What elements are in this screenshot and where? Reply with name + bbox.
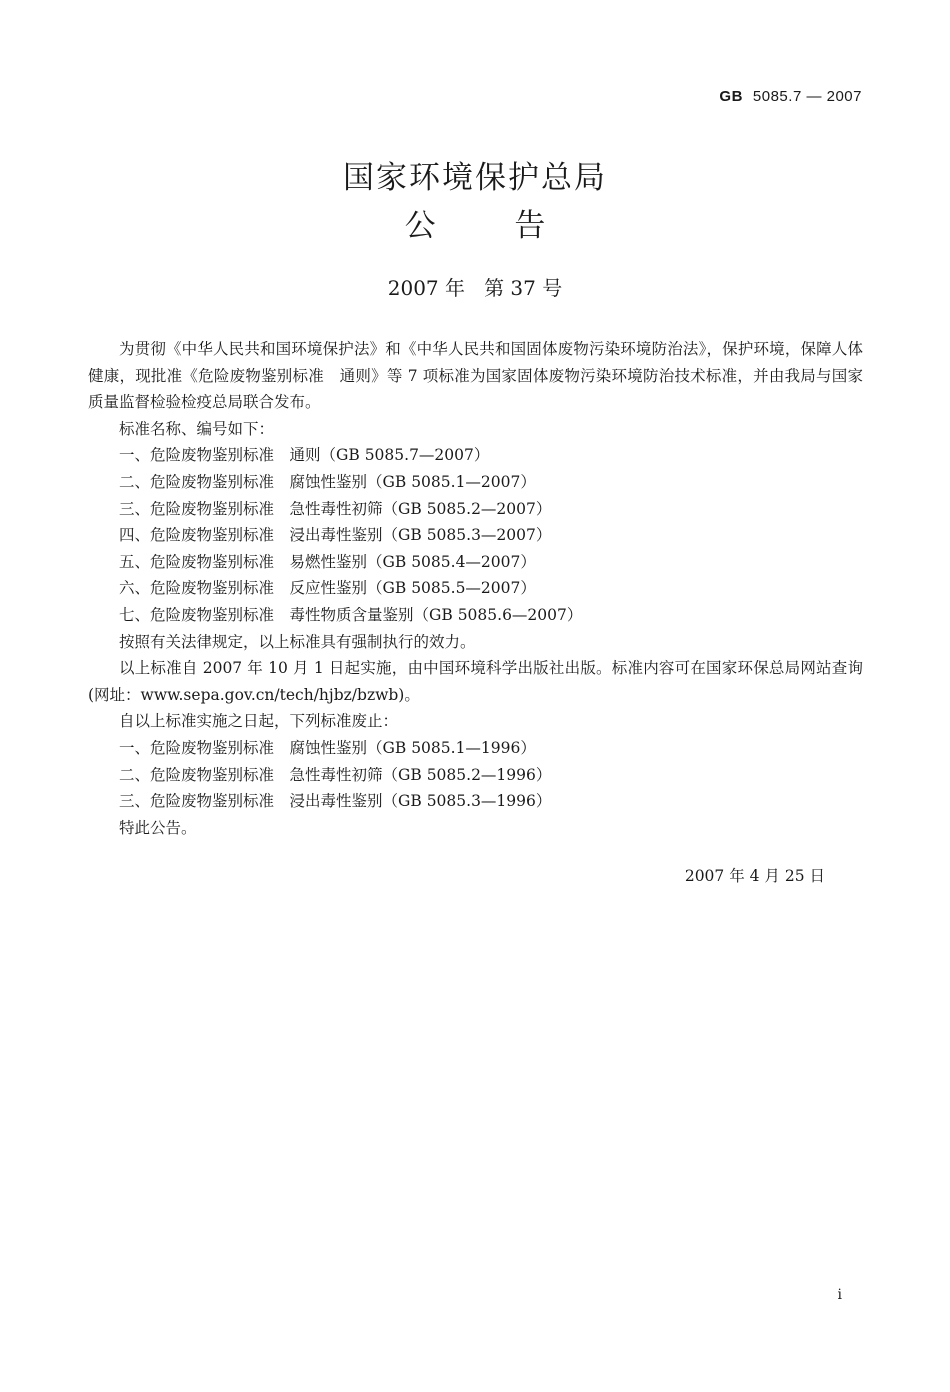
standard-item: 二、危险废物鉴别标准 腐蚀性鉴别（GB 5085.1—2007） <box>119 472 536 491</box>
closing-line: 特此公告。 <box>119 818 197 837</box>
standard-item: 六、危险废物鉴别标准 反应性鉴别（GB 5085.5—2007） <box>119 579 536 598</box>
abolished-item: 一、危险废物鉴别标准 腐蚀性鉴别（GB 5085.1—1996） <box>119 738 536 757</box>
standards-list-intro: 标准名称、编号如下： <box>119 419 275 438</box>
implementation-paragraph: 以上标准自 2007 年 10 月 1 日起实施，由中国环境科学出版社出版。标准内容可在国家环保总局网站查询(网址：www.sepa.gov.cn/tech/hjbz/bzwb)。 <box>88 659 863 704</box>
standard-item: 一、危险废物鉴别标准 通则（GB 5085.7—2007） <box>119 446 490 465</box>
standard-item: 七、危险废物鉴别标准 毒性物质含量鉴别（GB 5085.6—2007） <box>119 605 583 624</box>
enforcement-paragraph: 按照有关法律规定，以上标准具有强制执行的效力。 <box>119 632 476 651</box>
abolished-item: 二、危险废物鉴别标准 急性毒性初筛（GB 5085.2—1996） <box>119 765 552 784</box>
standard-item: 四、危险废物鉴别标准 浸出毒性鉴别（GB 5085.3—2007） <box>119 526 552 545</box>
abolished-item: 三、危险废物鉴别标准 浸出毒性鉴别（GB 5085.3—1996） <box>119 792 552 811</box>
standard-item: 五、危险废物鉴别标准 易燃性鉴别（GB 5085.4—2007） <box>119 552 536 571</box>
issuing-authority-title: 国家环境保护总局 <box>343 160 607 196</box>
page-number: i <box>837 1287 842 1303</box>
announcement-date: 2007 年 4 月 25 日 <box>684 867 825 885</box>
standard-item: 三、危险废物鉴别标准 急性毒性初筛（GB 5085.2—2007） <box>119 499 552 518</box>
issue-number: 2007 年 第 37 号 <box>387 276 563 300</box>
standard-number: 5085.7 — 2007 <box>752 88 862 105</box>
standard-code <box>719 88 862 105</box>
announcement-body <box>88 336 863 841</box>
intro-paragraph: 为贯彻《中华人民共和国环境保护法》和《中华人民共和国固体废物污染环境防治法》，保护环境，保障人体健康，现批准《危险废物鉴别标准 通则》等 7 项标准为国家固体废物污染环境防治技术标准，并由我局与国家质量监督检验检疫总局联合发布。 <box>88 340 863 412</box>
standard-prefix: GB <box>719 88 743 105</box>
abolish-intro: 自以上标准实施之日起，下列标准废止： <box>119 712 399 731</box>
announcement-title: 公 告 <box>404 208 546 244</box>
